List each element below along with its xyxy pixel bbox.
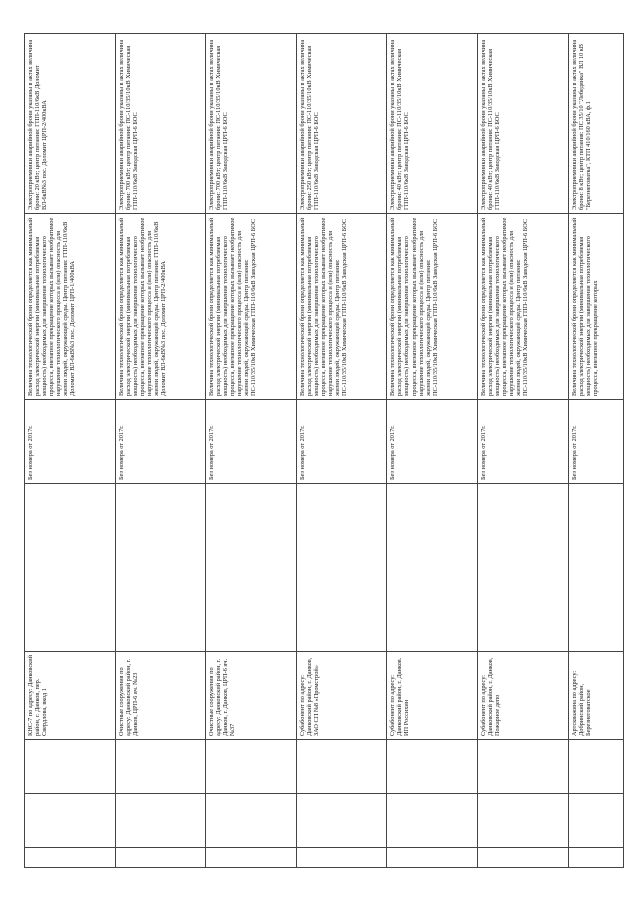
blank-cell xyxy=(115,484,206,652)
blank-cell xyxy=(568,794,623,848)
document-cell: Без номера от 2017г. xyxy=(206,400,297,484)
object-cell: Субабонент по адресу: Данковский район, г. Данков. ИП Россихин xyxy=(387,652,478,740)
table-row xyxy=(387,34,478,868)
row-number-cell xyxy=(568,848,623,868)
object-cell: КНС-7 по адресу: Данковский район, г. Данков, пер. Свердлова, вкод 1 xyxy=(25,652,116,740)
blank-cell xyxy=(25,794,116,848)
blank-cell xyxy=(387,484,478,652)
document-cell: Без номера от 2017г. xyxy=(296,400,387,484)
description-cell: Величина технологической брони определяется как минимальный расход электрической энергии (минимальная потребляемая мощность) необходимых для завершения технологического процесса, внезапное прекращение которых вызывает необратимое нарушение технологического процесса и (или) опасность для жизни людей, окружающей среды. Центр питания: ПС-110/35/10кВ Химическая ГПП-110/6кВ Заводская ЦРП-6 БОС xyxy=(387,214,478,400)
blank-cell xyxy=(25,484,116,652)
row-number-cell xyxy=(387,848,478,868)
note-cell: Электроприемники аварийной брони указаны в актах величина брони: 40 кВт; центр питания: ПС-110/35/10кВ Химическая ГПП-110/6кВ Заводская ЦРП-6 БОС xyxy=(387,34,478,214)
description-cell: Величина технологической брони определяется как минимальный расход электрической энергии (минимальная потребляемая мощность) необходимых для завершения технологического процесса, внезапное прекращение которых вызывает необратимое нарушение технологического процесса и (или) опасность для жизни людей, окружающей среды. Центр питания: ГПП-110/6кВ Доломит ВЛ-6кВ№3 пос. Доломит ЦРП-1/400кВА xyxy=(25,214,116,400)
note-cell: Электроприемники аварийной брони указаны в актах величина брони: 700 кВт; центр питания: ПС-110/35/10кВ Химическая ГПП-110/6кВ Заводская ЦРП-6 БОС xyxy=(115,34,206,214)
object-cell: Очистные сооружения по адресу: Данковский район, г. Данков, г. Данков, ЦРП-6 яч. №37 xyxy=(206,652,297,740)
document-cell: Без номера от 2017г. xyxy=(25,400,116,484)
blank-cell xyxy=(296,794,387,848)
table-row xyxy=(25,34,116,868)
note-cell: Электроприемники аварийной брони указаны в актах величина брони: 700 кВт; центр питания: ПС-110/35/10кВ Химическая ГПП-110/6кВ Заводская ЦРП-6 БОС xyxy=(206,34,297,214)
blank-cell xyxy=(477,740,568,794)
power-reserve-table xyxy=(24,33,624,868)
row-number-cell xyxy=(296,848,387,868)
description-cell: Величина технологической брони определяется как минимальный расход электрической энергии (минимальная потребляемая мощность) необходимых для завершения технологического процесса, внезапное прекращение которых вызывает необратимое нарушение технологического процесса и (или) опасность для жизни людей, окружающей среды. Центр питания: ПС-110/35/10кВ Химическая ГПП-110/6кВ Заводская ЦРП-6 БОС xyxy=(477,214,568,400)
blank-cell xyxy=(568,740,623,794)
blank-cell xyxy=(206,484,297,652)
note-cell: Электроприемники аварийной брони указаны в актах величина брони: 250 кВт; центр питания: ПС-110/35/10кВ Химическая ГПП-110/6кВ Заводская ЦРП-6 БОС xyxy=(296,34,387,214)
description-cell: Величина технологической брони определяется как минимальный расход электрической энергии (минимальная потребляемая мощность) необходимых для завершения технологического процесса, внезапное прекращение которых xyxy=(568,214,623,400)
table-row xyxy=(568,34,623,868)
description-cell: Величина технологической брони определяется как минимальный расход электрической энергии (минимальная потребляемая мощность) необходимых для завершения технологического процесса, внезапное прекращение которых вызывает необратимое нарушение технологического процесса и (или) опасность для жизни людей, окружающей среды. Центр питания: ГПП-110/6кВ Доломит ВЛ-6кВ№3 пос. Доломит ЦРП-2/400кВА xyxy=(115,214,206,400)
table-row xyxy=(115,34,206,868)
object-cell: Очистные сооружения по адресу: Данковский район, г. Данков, ЦРП-6 яч. №23 xyxy=(115,652,206,740)
table-row xyxy=(477,34,568,868)
note-cell: Электроприемники аварийной брони указаны в актах величина брони: 8 кВт; центр питания: ПС 35/10 "Лебедянка" ВЛ 10 кВ "Березнеговатка", КТП 410/160 кВА, ф.1 xyxy=(568,34,623,214)
description-cell: Величина технологической брони определяется как минимальный расход электрической энергии (минимальная потребляемая мощность) необходимых для завершения технологического процесса, внезапное прекращение которых вызывает необратимое нарушение технологического процесса и (или) опасность для жизни людей, окружающей среды. Центр питания: ПС-110/35/10кВ Химическая ГПП-110/6кВ Заводская ЦРП-6 БОС xyxy=(206,214,297,400)
row-number-cell xyxy=(477,848,568,868)
blank-cell xyxy=(387,794,478,848)
table-row xyxy=(296,34,387,868)
blank-cell xyxy=(115,794,206,848)
document-cell: Без номера от 2017г. xyxy=(115,400,206,484)
table-row xyxy=(206,34,297,868)
note-cell: Электроприемники аварийной брони указаны в актах величина брони: 40 кВт; центр питания: ПС-110/35/10кВ Химическая ГПП-110/6кВ Заводская ЦРП-6 БОС xyxy=(477,34,568,214)
blank-cell xyxy=(25,740,116,794)
blank-cell xyxy=(206,740,297,794)
note-cell: Электроприемники аварийной брони указаны в актах величина брони: 20 кВт; центр питания: ГПП-110/6кВ Доломит ВЛ-6кВ№3 пос. Доломит ЦРП-2/400кВА xyxy=(25,34,116,214)
blank-cell xyxy=(296,740,387,794)
object-cell: Артскважина по адресу: Добринский район, Березнеговатское xyxy=(568,652,623,740)
blank-cell xyxy=(115,740,206,794)
description-cell: Величина технологической брони определяется как минимальный расход электрической энергии (минимальная потребляемая мощность) необходимых для завершения технологического процесса, внезапное прекращение которых вызывает необратимое нарушение технологического процесса и (или) опасность для жизни людей, окружающей среды. Центр питания: ПС-110/35/10кВ Химическая ГПП-110/6кВ Заводская ЦРП-6 БОС xyxy=(296,214,387,400)
document-cell: Без номера от 2017г. xyxy=(568,400,623,484)
document-cell: Без номера от 2017г. xyxy=(387,400,478,484)
document-cell: Без номера от 2017г. xyxy=(477,400,568,484)
object-cell: Субабонент по адресу: Данковский район, г. Данков, Пожарное депо xyxy=(477,652,568,740)
blank-cell xyxy=(387,740,478,794)
blank-cell xyxy=(568,484,623,652)
object-cell: Субабонент по адресу: Данковский район, г. Данков, ЗАО СП №8 «Промстрой» xyxy=(296,652,387,740)
blank-cell xyxy=(296,484,387,652)
blank-cell xyxy=(206,794,297,848)
row-number-cell xyxy=(115,848,206,868)
rotated-landscape-table xyxy=(24,34,624,868)
blank-cell xyxy=(477,484,568,652)
blank-cell xyxy=(477,794,568,848)
row-number-cell xyxy=(25,848,116,868)
row-number-cell xyxy=(206,848,297,868)
